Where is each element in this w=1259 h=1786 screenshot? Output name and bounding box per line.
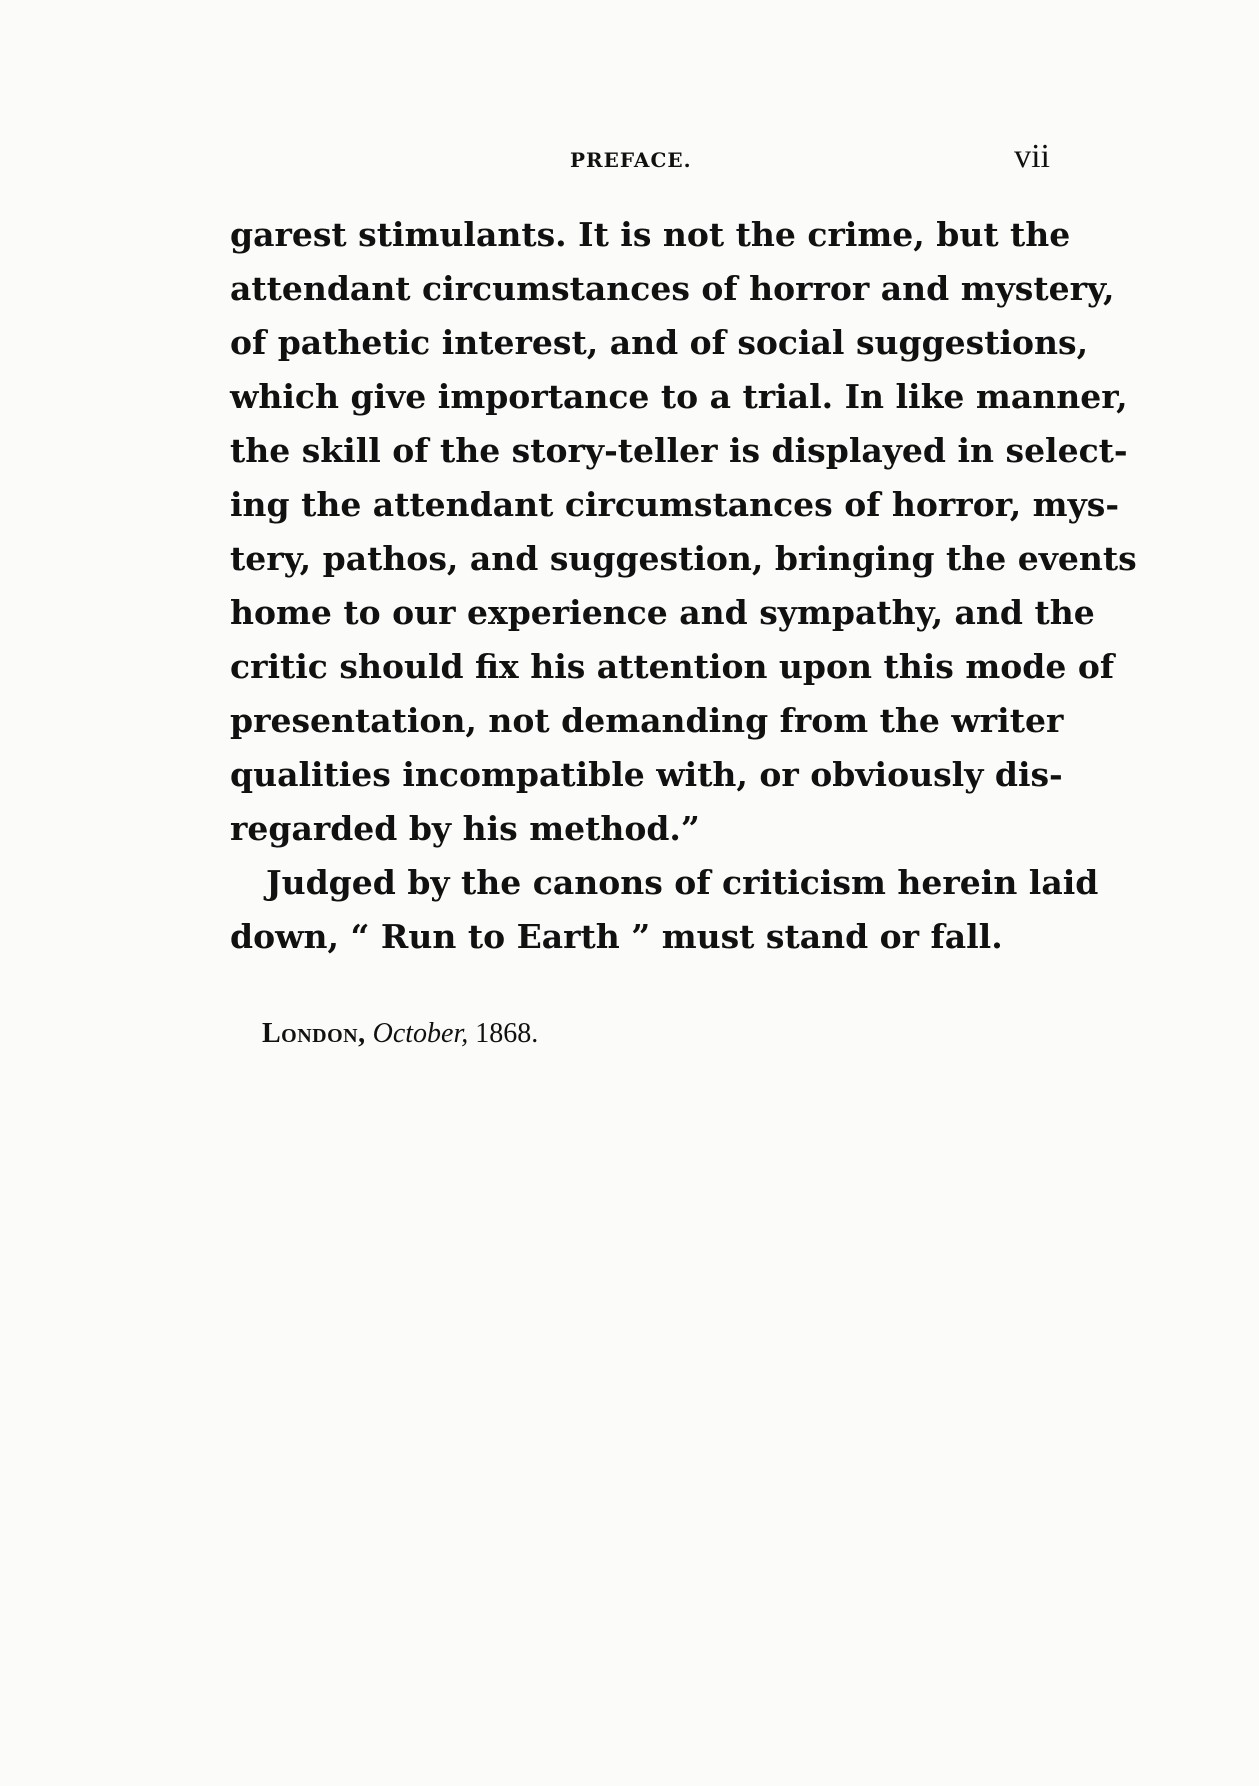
text-line: ing the attendant circumstances of horror, mys- [230, 485, 1120, 524]
text-line: tery, pathos, and suggestion, bringing the events [230, 539, 1137, 578]
signoff-year: 1868. [475, 1018, 539, 1049]
text-line: attendant circumstances of horror and mystery, [230, 269, 1115, 308]
signoff-city: London, [262, 1018, 366, 1049]
text-line: which give importance to a trial. In like manner, [230, 377, 1128, 416]
text-line: down, “ Run to Earth ” must stand or fall. [230, 917, 1003, 956]
text-line: Judged by the canons of criticism herein laid [266, 863, 1099, 902]
paragraph-1 [230, 208, 1137, 856]
signoff [262, 1018, 538, 1050]
page-number: vii [1014, 138, 1050, 175]
text-line: presentation, not demanding from the writer [230, 701, 1064, 740]
text-line: critic should fix his attention upon this mode of [230, 647, 1115, 686]
text-line: the skill of the story-teller is displayed in select- [230, 431, 1128, 470]
text-line: home to our experience and sympathy, and the [230, 593, 1095, 632]
running-head: PREFACE. [570, 148, 692, 172]
preface-body [230, 208, 1137, 964]
paragraph-2 [230, 856, 1099, 964]
text-line: regarded by his method.” [230, 809, 700, 848]
text-line: garest stimulants. It is not the crime, but the [230, 215, 1071, 254]
signoff-month: October, [372, 1018, 469, 1049]
text-line: of pathetic interest, and of social suggestions, [230, 323, 1089, 362]
page-header [230, 138, 1050, 178]
text-line: qualities incompatible with, or obviously dis- [230, 755, 1063, 794]
